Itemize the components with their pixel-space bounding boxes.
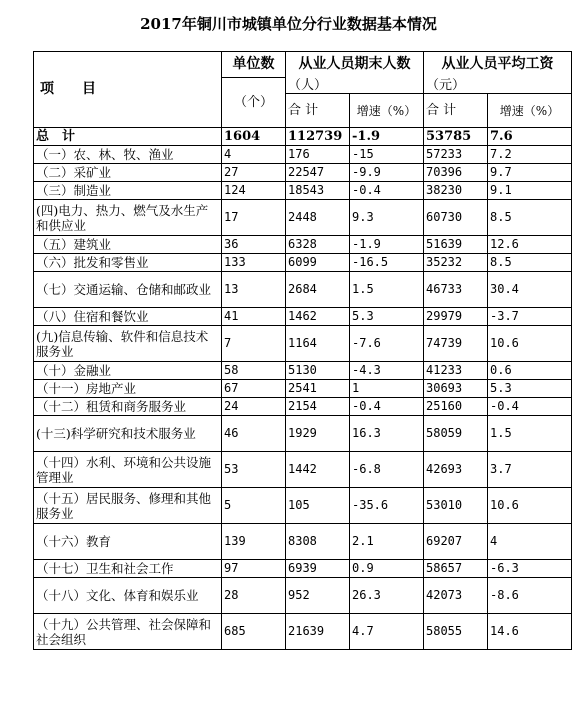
row-units: 24 xyxy=(222,398,286,416)
row-wage: 58055 xyxy=(424,614,488,650)
row-label: （十四）水利、环境和公共设施管理业 xyxy=(34,452,222,488)
row-wage: 25160 xyxy=(424,398,488,416)
row-emp: 2684 xyxy=(286,272,350,308)
row-wage-growth: 30.4 xyxy=(488,272,572,308)
total-wage: 53785 xyxy=(424,128,488,146)
row-emp-growth: 26.3 xyxy=(350,578,424,614)
row-emp-growth: -35.6 xyxy=(350,488,424,524)
row-wage-growth: 9.7 xyxy=(488,164,572,182)
row-label: （七）交通运输、仓储和邮政业 xyxy=(34,272,222,308)
table-row xyxy=(34,146,572,164)
row-emp-growth: -6.8 xyxy=(350,452,424,488)
row-wage: 42693 xyxy=(424,452,488,488)
row-wage: 58657 xyxy=(424,560,488,578)
table-row xyxy=(34,164,572,182)
row-units: 17 xyxy=(222,200,286,236)
header-row-1 xyxy=(34,52,572,78)
row-emp-growth: 9.3 xyxy=(350,200,424,236)
table-row xyxy=(34,488,572,524)
row-units: 685 xyxy=(222,614,286,650)
row-emp: 1929 xyxy=(286,416,350,452)
row-units: 5 xyxy=(222,488,286,524)
row-emp: 22547 xyxy=(286,164,350,182)
row-emp-growth: -4.3 xyxy=(350,362,424,380)
row-emp: 2448 xyxy=(286,200,350,236)
total-label: 总 计 xyxy=(34,128,222,146)
row-label: (九)信息传输、软件和信息技术服务业 xyxy=(34,326,222,362)
row-units: 124 xyxy=(222,182,286,200)
row-label: (四)电力、热力、燃气及水生产和供应业 xyxy=(34,200,222,236)
table-row xyxy=(34,272,572,308)
item-header xyxy=(34,52,222,128)
table-row xyxy=(34,362,572,380)
row-wage: 51639 xyxy=(424,236,488,254)
row-emp: 8308 xyxy=(286,524,350,560)
row-emp: 1164 xyxy=(286,326,350,362)
row-wage-growth: 12.6 xyxy=(488,236,572,254)
row-wage: 46733 xyxy=(424,272,488,308)
table-row xyxy=(34,416,572,452)
row-emp: 1462 xyxy=(286,308,350,326)
row-emp-growth: 0.9 xyxy=(350,560,424,578)
wage-unit: （元） xyxy=(424,78,572,94)
row-label: （六）批发和零售业 xyxy=(34,254,222,272)
row-emp-growth: -7.6 xyxy=(350,326,424,362)
row-emp-growth: -9.9 xyxy=(350,164,424,182)
row-units: 67 xyxy=(222,380,286,398)
row-emp: 952 xyxy=(286,578,350,614)
row-label: （十二）租赁和商务服务业 xyxy=(34,398,222,416)
row-units: 36 xyxy=(222,236,286,254)
row-emp-growth: -1.9 xyxy=(350,236,424,254)
row-units: 133 xyxy=(222,254,286,272)
total-emp-growth: -1.9 xyxy=(350,128,424,146)
table-row xyxy=(34,452,572,488)
row-wage: 35232 xyxy=(424,254,488,272)
row-label: （三）制造业 xyxy=(34,182,222,200)
row-wage-growth: 4 xyxy=(488,524,572,560)
row-units: 139 xyxy=(222,524,286,560)
row-wage-growth: 14.6 xyxy=(488,614,572,650)
table-row xyxy=(34,578,572,614)
row-label: （十）金融业 xyxy=(34,362,222,380)
row-wage: 74739 xyxy=(424,326,488,362)
row-label: （八）住宿和餐饮业 xyxy=(34,308,222,326)
wage-header: 从业人员平均工资 xyxy=(424,52,572,78)
row-wage-growth: 7.2 xyxy=(488,146,572,164)
row-emp-growth: 4.7 xyxy=(350,614,424,650)
row-units: 41 xyxy=(222,308,286,326)
row-wage: 42073 xyxy=(424,578,488,614)
data-table xyxy=(33,51,572,650)
table-row xyxy=(34,560,572,578)
row-wage-growth: 1.5 xyxy=(488,416,572,452)
row-label: （十九）公共管理、社会保障和社会组织 xyxy=(34,614,222,650)
row-units: 7 xyxy=(222,326,286,362)
row-wage-growth: -8.6 xyxy=(488,578,572,614)
table-row xyxy=(34,200,572,236)
row-emp: 5130 xyxy=(286,362,350,380)
row-emp: 2154 xyxy=(286,398,350,416)
total-wage-growth: 7.6 xyxy=(488,128,572,146)
row-emp-growth: -16.5 xyxy=(350,254,424,272)
row-wage-growth: 9.1 xyxy=(488,182,572,200)
row-wage-growth: 10.6 xyxy=(488,488,572,524)
row-wage-growth: 0.6 xyxy=(488,362,572,380)
row-units: 13 xyxy=(222,272,286,308)
table-row xyxy=(34,326,572,362)
row-label: （二）采矿业 xyxy=(34,164,222,182)
wage-growth-col: 增速（%） xyxy=(488,94,572,128)
row-emp: 1442 xyxy=(286,452,350,488)
units-unit: （个） xyxy=(222,78,286,128)
row-wage-growth: -0.4 xyxy=(488,398,572,416)
row-emp-growth: -0.4 xyxy=(350,398,424,416)
wage-total-col: 合 计 xyxy=(424,94,488,128)
table-row xyxy=(34,524,572,560)
row-units: 58 xyxy=(222,362,286,380)
row-wage: 58059 xyxy=(424,416,488,452)
table-row xyxy=(34,380,572,398)
employees-header: 从业人员期末人数 xyxy=(286,52,424,78)
row-emp-growth: 1 xyxy=(350,380,424,398)
row-wage: 41233 xyxy=(424,362,488,380)
row-wage: 70396 xyxy=(424,164,488,182)
row-wage: 29979 xyxy=(424,308,488,326)
emp-total-col: 合 计 xyxy=(286,94,350,128)
row-wage: 53010 xyxy=(424,488,488,524)
table-row xyxy=(34,308,572,326)
row-units: 53 xyxy=(222,452,286,488)
row-units: 27 xyxy=(222,164,286,182)
table-row xyxy=(34,398,572,416)
row-wage: 57233 xyxy=(424,146,488,164)
row-wage-growth: -3.7 xyxy=(488,308,572,326)
row-wage-growth: 10.6 xyxy=(488,326,572,362)
row-label: （十六）教育 xyxy=(34,524,222,560)
table-row xyxy=(34,254,572,272)
row-emp: 105 xyxy=(286,488,350,524)
item-header-label: 项 目 xyxy=(40,81,96,97)
row-emp: 21639 xyxy=(286,614,350,650)
row-label: （一）农、林、牧、渔业 xyxy=(34,146,222,164)
row-emp: 176 xyxy=(286,146,350,164)
row-wage-growth: -6.3 xyxy=(488,560,572,578)
row-label: (十三)科学研究和技术服务业 xyxy=(34,416,222,452)
row-units: 28 xyxy=(222,578,286,614)
emp-growth-col: 增速（%） xyxy=(350,94,424,128)
row-emp-growth: -0.4 xyxy=(350,182,424,200)
row-wage: 30693 xyxy=(424,380,488,398)
total-units: 1604 xyxy=(222,128,286,146)
row-wage-growth: 3.7 xyxy=(488,452,572,488)
row-label: （十五）居民服务、修理和其他服务业 xyxy=(34,488,222,524)
page-title: 2017年铜川市城镇单位分行业数据基本情况 xyxy=(140,15,437,33)
row-units: 97 xyxy=(222,560,286,578)
row-emp-growth: 2.1 xyxy=(350,524,424,560)
row-emp: 6099 xyxy=(286,254,350,272)
row-emp: 6328 xyxy=(286,236,350,254)
row-emp-growth: 1.5 xyxy=(350,272,424,308)
total-row xyxy=(34,128,572,146)
employees-unit: （人） xyxy=(286,78,424,94)
total-emp: 112739 xyxy=(286,128,350,146)
row-label: （十一）房地产业 xyxy=(34,380,222,398)
row-label: （十七）卫生和社会工作 xyxy=(34,560,222,578)
units-header: 单位数 xyxy=(222,52,286,78)
row-emp: 18543 xyxy=(286,182,350,200)
row-units: 4 xyxy=(222,146,286,164)
table-row xyxy=(34,182,572,200)
row-wage: 69207 xyxy=(424,524,488,560)
row-emp: 6939 xyxy=(286,560,350,578)
row-emp-growth: -15 xyxy=(350,146,424,164)
row-emp-growth: 5.3 xyxy=(350,308,424,326)
row-wage-growth: 8.5 xyxy=(488,254,572,272)
row-label: （五）建筑业 xyxy=(34,236,222,254)
table-row xyxy=(34,236,572,254)
row-emp: 2541 xyxy=(286,380,350,398)
row-wage-growth: 5.3 xyxy=(488,380,572,398)
row-label: （十八）文化、体育和娱乐业 xyxy=(34,578,222,614)
row-wage: 60730 xyxy=(424,200,488,236)
row-wage: 38230 xyxy=(424,182,488,200)
table-row xyxy=(34,614,572,650)
row-units: 46 xyxy=(222,416,286,452)
row-wage-growth: 8.5 xyxy=(488,200,572,236)
row-emp-growth: 16.3 xyxy=(350,416,424,452)
